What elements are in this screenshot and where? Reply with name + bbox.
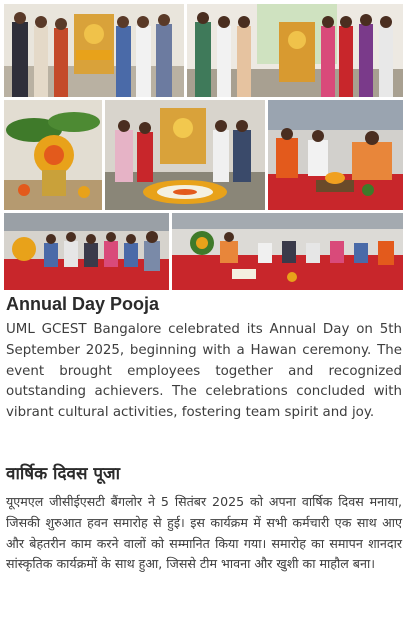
photo-hawan-ceremony bbox=[268, 100, 403, 210]
english-body-text: UML GCEST Bangalore celebrated its Annual Day on 5th September 2025, beginning with a Hawan ceremony. The event brought employees together and recognized outstanding achievers. The celebrations concluded with vibrant cultural activities, fostering team spirit and joy. bbox=[6, 322, 402, 421]
hindi-body-text: यूएमएल जीसीईएसटी बैंगलोर ने 5 सितंबर 2025 को अपना वार्षिक दिवस मनाया, जिसकी शुरुआत हवन समारोह से हुई। इस कार्यक्रम में सभी कर्मचारी एक साथ आए और बेहतरीन काम करने वालों को सम्मानित किया गया। समारोह का समापन शानदार सांस्कृतिक कार्यक्रमों के साथ हुआ, जिससे टीम भावना और खुशी का माहौल बना। bbox=[6, 494, 402, 572]
hindi-headline: वार्षिक दिवस पूजा bbox=[6, 464, 121, 484]
photo-collage bbox=[4, 4, 403, 290]
photo-group-with-idol bbox=[4, 4, 184, 97]
photo-group-with-women bbox=[187, 4, 403, 97]
photo-seated-gathering bbox=[4, 213, 169, 290]
photo-kalash-decoration bbox=[4, 100, 102, 210]
photo-rangoli-idol bbox=[105, 100, 265, 210]
english-headline: Annual Day Pooja bbox=[6, 294, 160, 314]
photo-hall-pooja bbox=[172, 213, 403, 290]
